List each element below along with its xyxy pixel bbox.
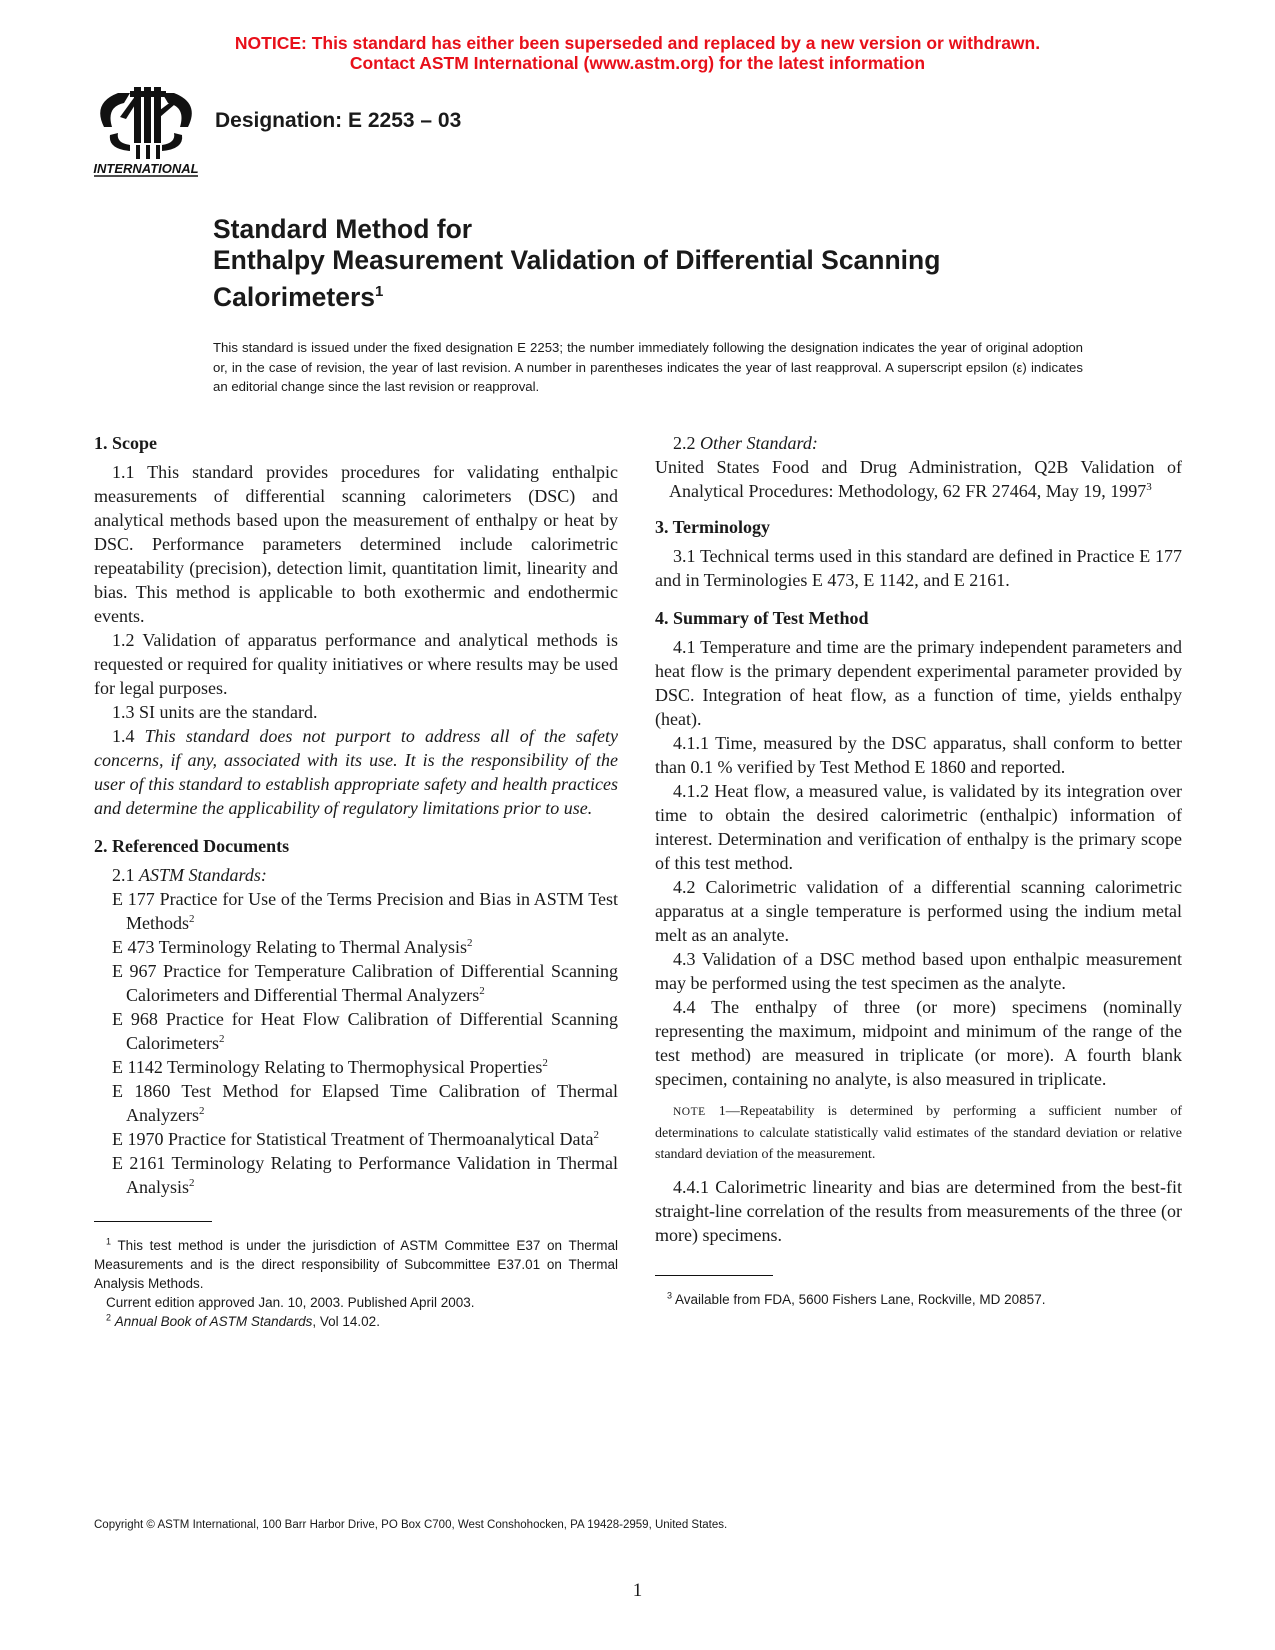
footnote-2-text: , Vol 14.02. [312, 1314, 380, 1329]
summary-heading: 4. Summary of Test Method [655, 608, 869, 628]
paragraph-4-1-2: 4.1.2 Heat flow, a measured value, is validated by its integration over time to obtain the desired calorimetric (enthalpic) information of interest. Determination and verification of enthalpy is the primary scope of this test method. [655, 781, 1182, 873]
reference-fda [655, 455, 1182, 503]
paragraph-4-2: 4.2 Calorimetric validation of a differential scanning calorimetric apparatus at a single temperature is performed using the indium metal melt as an analyte. [655, 877, 1182, 945]
paragraph-2-2-number: 2.2 [673, 433, 696, 453]
paragraph-2-1 [94, 863, 618, 887]
paragraph-1-4-text: This standard does not purport to address all of the safety concerns, if any, associated with its use. It is the responsibility of the user of this standard to establish appropriate safety and health practices and determine the applicability of regulatory limitations prior to use. [94, 726, 619, 818]
reference-e967 [112, 959, 618, 1007]
paragraph-1-4-number: 1.4 [112, 726, 135, 746]
paragraph-4-4: 4.4 The enthalpy of three (or more) specimens (nominally representing the maximum, midpoint and minimum of the range of the test method) are measured in triplicate (or more). A fourth blank specimen, containing no analyte, is also measured in triplicate. [655, 997, 1182, 1089]
reference-footnote-mark: 2 [593, 1129, 600, 1141]
note-text: —Repeatability is determined by performing a sufficient number of determinations to calculate statistically valid estimates of the standard deviation or relative standard deviation of the measurement. [655, 1104, 1182, 1162]
paragraph-4-1: 4.1 Temperature and time are the primary independent parameters and heat flow is the primary dependent experimental parameter provided by DSC. Integration of heat flow, as a function of time, yields enthalpy (heat). [655, 637, 1182, 729]
copyright-notice: Copyright © ASTM International, 100 Barr Harbor Drive, PO Box C700, West Conshohocken, PA 19428-2959, United States. [94, 1519, 728, 1531]
paragraph-4-4-1: 4.4.1 Calorimetric linearity and bias are determined from the best-fit straight-line correlation of the results from measurements of the three (or more) specimens. [655, 1177, 1182, 1245]
footnote-1 [94, 1236, 618, 1293]
paragraph-2-1-text: ASTM Standards: [139, 865, 267, 885]
reference-e1860 [112, 1079, 618, 1127]
paragraph-2-2 [655, 431, 1182, 455]
reference-e2161 [112, 1151, 618, 1199]
title-line-3 [213, 276, 940, 313]
astm-logo-icon [90, 83, 202, 183]
reference-text: United States Food and Drug Administration, Q2B Validation of Analytical Procedures: Methodology, 62 FR 27464, May 19, 1997 [655, 457, 1182, 501]
footnote-2 [94, 1312, 618, 1331]
reference-e968 [112, 1007, 618, 1055]
paragraph-2-1-number: 2.1 [112, 865, 135, 885]
title-line-3-text: Calorimeters [213, 281, 376, 312]
reference-text: E 1970 Practice for Statistical Treatment of Thermoanalytical Data [112, 1129, 594, 1149]
footnote-3 [655, 1290, 1182, 1309]
reference-text: E 967 Practice for Temperature Calibration of Differential Scanning Calorimeters and Differential Thermal Analyzers [112, 961, 618, 1005]
reference-footnote-mark: 2 [218, 1033, 225, 1045]
paragraph-4-1-1: 4.1.1 Time, measured by the DSC apparatus, shall conform to better than 0.1 % verified by Test Method E 1860 and reported. [655, 733, 1182, 777]
notice-banner [0, 33, 1275, 73]
reference-text: E 1142 Terminology Relating to Thermophysical Properties [112, 1057, 543, 1077]
paragraph-1-1: 1.1 This standard provides procedures for validating enthalpic measurements of differential scanning calorimeters (DSC) and analytical methods based upon the measurement of enthalpy or heat by DSC. Performance parameters determined include calorimetric repeatability (precision), detection limit, quantitation limit, linearity and bias. This method is applicable to both exothermic and endothermic events. [94, 462, 618, 626]
reference-text: E 473 Terminology Relating to Thermal Analysis [112, 937, 468, 957]
reference-footnote-mark: 3 [1146, 481, 1152, 493]
note-label: NOTE [673, 1106, 706, 1118]
terminology-heading: 3. Terminology [655, 517, 771, 537]
reference-e473 [112, 935, 618, 959]
notice-line-2: Contact ASTM International (www.astm.org) for the latest information [349, 53, 926, 73]
footnote-3-mark: 3 [667, 1290, 673, 1301]
reference-text: E 2161 Terminology Relating to Performance Validation in Thermal Analysis [112, 1153, 618, 1197]
right-column [655, 431, 1182, 1309]
paragraph-4-3: 4.3 Validation of a DSC method based upon enthalpic measurement may be performed using the test specimen as the analyte. [655, 949, 1182, 993]
reference-text: E 177 Practice for Use of the Terms Precision and Bias in ASTM Test Methods [112, 889, 618, 933]
designation: Designation: E 2253 – 03 [215, 109, 462, 132]
footnote-2-title: Annual Book of ASTM Standards [114, 1314, 313, 1329]
reference-footnote-mark: 2 [467, 937, 473, 949]
reference-footnote-mark: 2 [198, 1105, 205, 1117]
paragraph-1-3: 1.3 SI units are the standard. [112, 702, 318, 722]
footnote-1-edition: Current edition approved Jan. 10, 2003. Published April 2003. [106, 1295, 475, 1310]
paragraph-1-4 [94, 724, 618, 820]
footnote-divider [655, 1275, 773, 1276]
reference-footnote-mark: 2 [479, 985, 485, 997]
footnote-1-mark: 1 [106, 1236, 112, 1247]
reference-footnote-mark: 2 [542, 1057, 548, 1069]
reference-e1142 [112, 1055, 618, 1079]
title-line-1: Standard Method for [213, 214, 473, 244]
note-number: 1 [718, 1104, 726, 1119]
paragraph-1-2: 1.2 Validation of apparatus performance and analytical methods is requested or required for quality initiatives or where results may be used for legal purposes. [94, 630, 618, 698]
document-title [213, 214, 940, 313]
reference-text: E 1860 Test Method for Elapsed Time Calibration of Thermal Analyzers [112, 1081, 618, 1125]
page-number: 1 [632, 1580, 643, 1601]
footnote-2-mark: 2 [106, 1312, 112, 1323]
paragraph-3-1: 3.1 Technical terms used in this standard are defined in Practice E 177 and in Terminologies E 473, E 1142, and E 2161. [655, 546, 1182, 590]
footnote-3-text: Available from FDA, 5600 Fishers Lane, Rockville, MD 20857. [675, 1292, 1046, 1307]
title-line-2: Enthalpy Measurement Validation of Differential Scanning [213, 245, 941, 275]
notice-line-1: NOTICE: This standard has either been superseded and replaced by a new version or withdrawn. [234, 33, 1041, 53]
logo-caption: INTERNATIONAL [93, 161, 199, 176]
title-footnote-mark: 1 [375, 283, 384, 300]
paragraph-2-2-text: Other Standard: [700, 433, 818, 453]
reference-text: E 968 Practice for Heat Flow Calibration of Differential Scanning Calorimeters [112, 1009, 618, 1053]
reference-e177 [112, 887, 618, 935]
scope-heading: 1. Scope [94, 433, 157, 453]
astm-logo [90, 83, 202, 183]
reference-footnote-mark: 2 [189, 1177, 195, 1189]
reference-e1970 [112, 1127, 618, 1151]
footnote-1-text: This test method is under the jurisdiction of ASTM Committee E37 on Thermal Measurements and is the direct responsibility of Subcommittee E37.01 on Thermal Analysis Methods. [94, 1238, 618, 1291]
reference-footnote-mark: 2 [189, 913, 195, 925]
note-1 [655, 1101, 1182, 1165]
left-column [94, 431, 618, 1331]
footnote-divider [94, 1221, 212, 1222]
referenced-documents-heading: 2. Referenced Documents [94, 836, 290, 856]
issuance-statement: This standard is issued under the fixed designation E 2253; the number immediately following the designation indicates the year of original adoption or, in the case of revision, the year of last revision. A number in parentheses indicates the year of last reapproval. A superscript epsilon (ε) indicates an editorial change since the last revision or reapproval. [213, 340, 1083, 394]
